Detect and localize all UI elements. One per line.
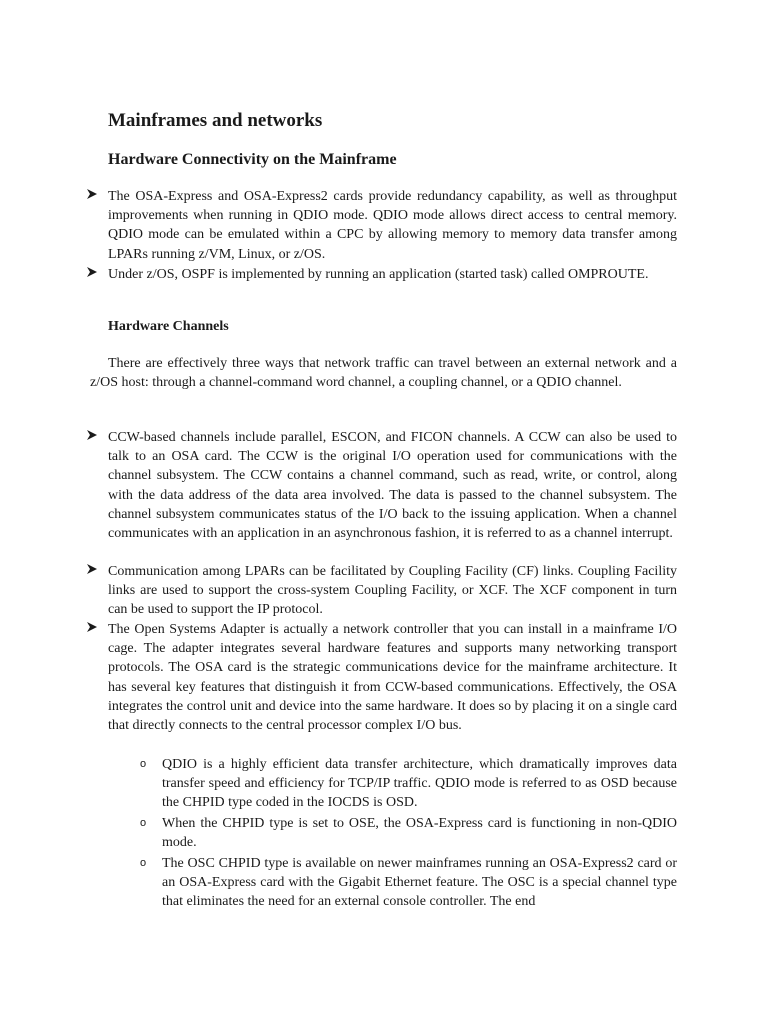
list-item: The OSA-Express and OSA-Express2 cards provide redundancy capability, as well as throughput improvements when running in QDIO mode. QDIO mode allows direct access to central memory. QDIO mode can be emulated within a CPC by allowing memory to memory data transfer among LPARs running z/VM, Linux, or z/OS. [108, 189, 677, 262]
arrow-bullet-icon [86, 188, 100, 202]
sub-bullet-marker: o [140, 857, 147, 869]
document-title: Mainframes and networks [108, 110, 323, 131]
section-heading: Hardware Connectivity on the Mainframe [108, 151, 397, 168]
sub-list-item: The OSC CHPID type is available on newer mainframes running an OSA-Express2 card or an OSA-Express card with the Gigabit Ethernet feature. The OSC is a special channel type that eliminates the need for an external console controller. The end [162, 856, 677, 910]
arrow-bullet-icon [86, 429, 100, 443]
arrow-bullet-icon [86, 563, 100, 577]
subsection-heading: Hardware Channels [108, 319, 229, 334]
list-item: CCW-based channels include parallel, ESCON, and FICON channels. A CCW can also be used to talk to an OSA card. The CCW is the original I/O operation used for communications with the channel subsystem. The CCW contains a channel command, such as read, write, or control, along with the data address of the data area involved. The data is passed to the channel subsystem. The channel subsystem communicates status of the I/O back to the issuing application. When a channel communicates with an application in an asynchronous fashion, it is referred to as a channel interrupt. [108, 430, 677, 542]
channels-paragraph: There are effectively three ways that network traffic can travel between an external network and a z/OS host: through a channel-command word channel, a coupling channel, or a QDIO channel. [90, 356, 677, 391]
list-item: Under z/OS, OSPF is implemented by running an application (started task) called OMPROUTE. [108, 267, 649, 282]
sub-bullet-marker: o [140, 817, 147, 829]
sub-list-item: QDIO is a highly efficient data transfer architecture, which dramatically improves data transfer speed and efficiency for TCP/IP traffic. QDIO mode is referred to as OSD because the CHPID type coded in the IOCDS is OSD. [162, 757, 677, 811]
arrow-bullet-icon [86, 266, 100, 280]
list-item: The Open Systems Adapter is actually a network controller that you can install in a mainframe I/O cage. The adapter integrates several hardware features and supports many networking transport protocols. The OSA card is the strategic communications device for the mainframe architecture. It has several key features that distinguish it from CCW-based communications. Effectively, the OSA integrates the control unit and device into the same hardware. It does so by placing it on a single card that directly connects to the central processor complex I/O bus. [108, 622, 677, 734]
sub-list-item: When the CHPID type is set to OSE, the OSA-Express card is functioning in non-QDIO mode. [162, 816, 677, 851]
arrow-bullet-icon [86, 621, 100, 635]
list-item: Communication among LPARs can be facilitated by Coupling Facility (CF) links. Coupling Facility links are used to support the cross-system Coupling Facility, or XCF. The XCF component in turn can be used to support the IP protocol. [108, 564, 677, 618]
sub-bullet-marker: o [140, 758, 147, 770]
